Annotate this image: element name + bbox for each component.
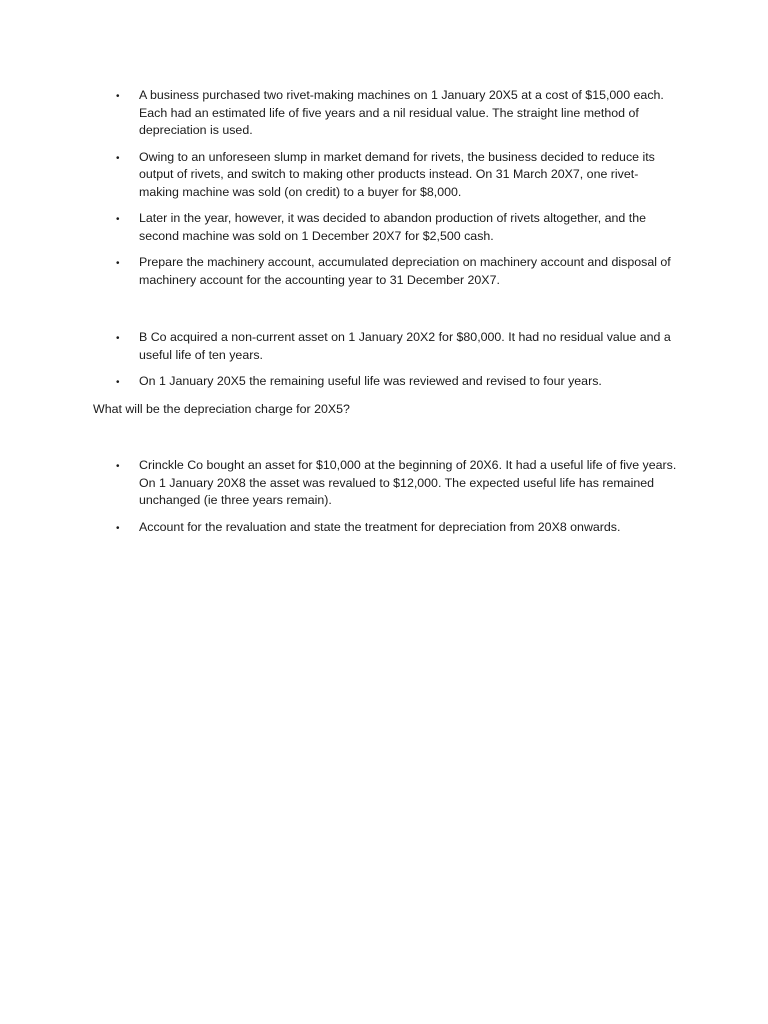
list-item	[0, 149, 768, 202]
bullet-icon: •	[116, 461, 120, 472]
question-text: What will be the depreciation charge for 20X5?	[93, 401, 350, 416]
bullet-list	[0, 329, 768, 391]
list-item-text: Crinckle Co bought an asset for $10,000 at the beginning of 20X6. It had a useful life of five years. On 1 January 20X8 the asset was revalued to $12,000. The expected useful life has remained unchanged (ie three years remain).	[139, 458, 677, 507]
list-item	[0, 519, 768, 537]
list-item-text: On 1 January 20X5 the remaining useful life was reviewed and revised to four years.	[139, 374, 602, 388]
bullet-icon: •	[116, 214, 120, 225]
bullet-icon: •	[116, 522, 120, 534]
list-item-text: Owing to an unforeseen slump in market demand for rivets, the business decided to reduce its output of rivets, and switch to making other products instead. On 31 March 20X7, one rivet-making machine was sold (on credit) to a buyer for $8,000.	[139, 149, 655, 199]
bullet-icon: •	[116, 258, 120, 269]
bullet-icon: •	[116, 333, 120, 344]
bullet-list	[0, 457, 768, 536]
list-item	[0, 210, 768, 245]
list-item-text: B Co acquired a non-current asset on 1 January 20X2 for $80,000. It had no residual value and a useful life of ten years.	[139, 330, 671, 362]
list-item	[0, 457, 768, 510]
section-rivet-machines	[0, 87, 768, 289]
list-item	[0, 254, 768, 289]
list-item	[0, 373, 768, 391]
list-item-text: Prepare the machinery account, accumulated depreciation on machinery account and disposal of machinery account for the accounting year to 31 December 20X7.	[139, 255, 671, 287]
bullet-icon: •	[116, 377, 120, 388]
list-item-text: Account for the revaluation and state the treatment for depreciation from 20X8 onwards.	[139, 519, 621, 534]
list-item-text: A business purchased two rivet-making machines on 1 January 20X5 at a cost of $15,000 each. Each had an estimated life of five years and a nil residual value. The straight line method of depreciation is used.	[139, 88, 664, 137]
section-b-co	[0, 329, 768, 418]
section-crinckle-co	[0, 457, 768, 536]
bullet-list	[0, 87, 768, 289]
bullet-icon: •	[116, 91, 120, 102]
list-item	[0, 329, 768, 364]
bullet-icon: •	[116, 152, 120, 164]
list-item	[0, 87, 768, 140]
list-item-text: Later in the year, however, it was decided to abandon production of rivets altogether, and the second machine was sold on 1 December 20X7 for $2,500 cash.	[139, 211, 646, 243]
